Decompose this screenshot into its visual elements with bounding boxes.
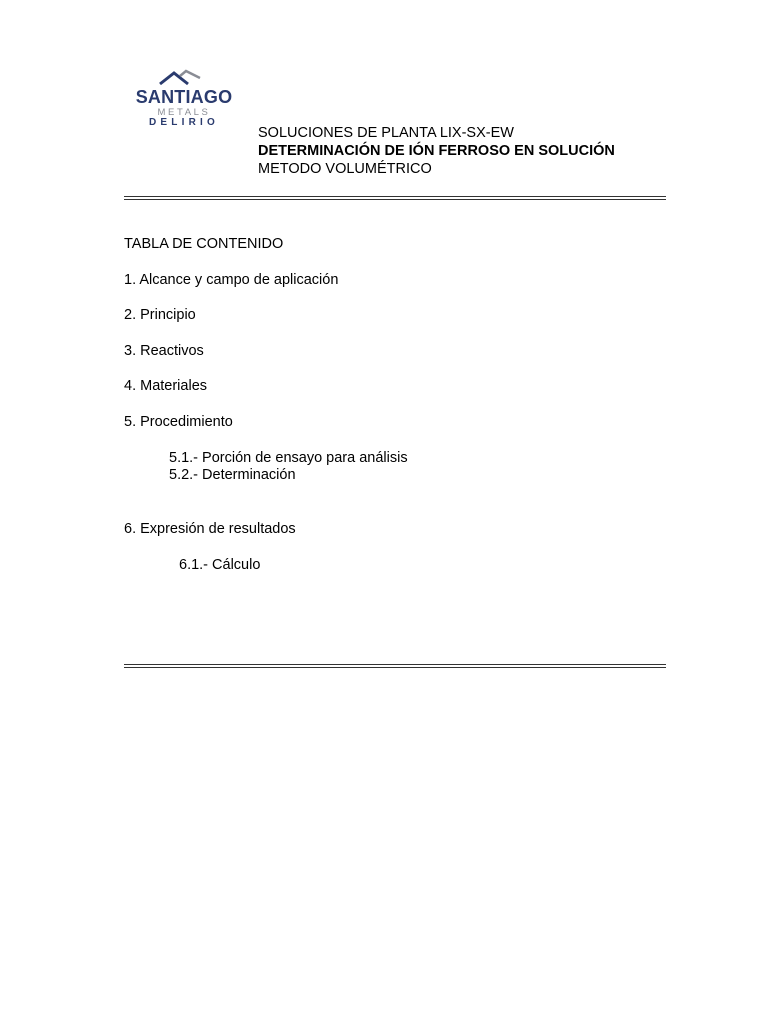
toc-item: 3. Reactivos: [124, 343, 204, 359]
logo-subtitle-2: DELIRIO: [149, 117, 219, 128]
document-header: [258, 124, 615, 178]
toc-title: TABLA DE CONTENIDO: [124, 236, 284, 252]
logo-subtitle: METALS: [157, 107, 211, 118]
toc-item: 2. Principio: [124, 307, 196, 323]
toc-item: 6. Expresión de resultados: [124, 521, 296, 537]
toc-item: 5. Procedimiento: [124, 414, 233, 430]
toc-item: 4. Materiales: [124, 378, 208, 394]
footer-divider: [124, 664, 666, 668]
logo-wordmark: SANTIAGO: [135, 87, 233, 107]
toc-subitem: 6.1.- Cálculo: [179, 557, 261, 573]
document-title: DETERMINACIÓN DE IÓN FERROSO EN SOLUCIÓN: [258, 143, 615, 159]
header-divider: [124, 196, 666, 200]
header-line-3: METODO VOLUMÉTRICO: [258, 161, 432, 177]
toc-item: 1. Alcance y campo de aplicación: [124, 272, 339, 288]
toc-subitem: 5.1.- Porción de ensayo para análisis: [169, 450, 408, 466]
header-line-1: SOLUCIONES DE PLANTA LIX-SX-EW: [258, 125, 514, 141]
company-logo: [128, 68, 240, 130]
toc-subitem: 5.2.- Determinación: [169, 467, 296, 483]
